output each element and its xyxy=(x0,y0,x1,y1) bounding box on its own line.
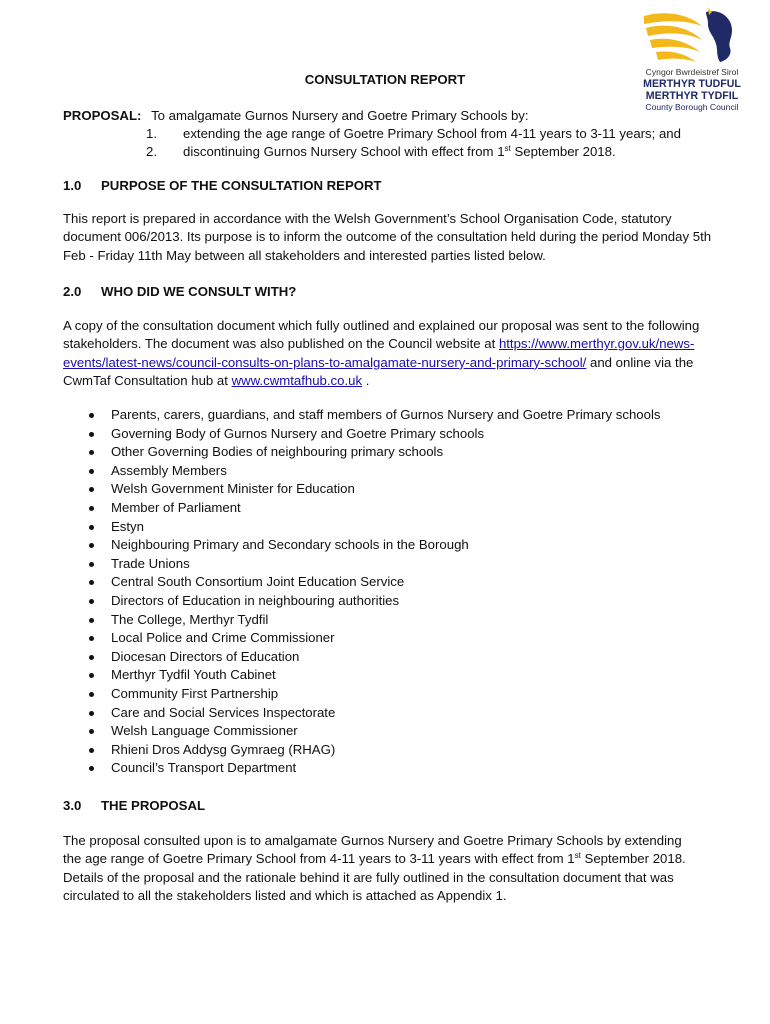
stakeholder-item xyxy=(89,443,660,462)
stakeholder-text: Neighbouring Primary and Secondary schools in the Borough xyxy=(111,537,469,553)
stakeholder-item xyxy=(89,704,660,723)
stakeholder-text: Parents, carers, guardians, and staff members of Gurnos Nursery and Goetre Primary schools xyxy=(111,407,661,422)
stakeholder-text: Other Governing Bodies of neighbouring primary schools xyxy=(111,444,444,460)
stakeholder-text: Governing Body of Gurnos Nursery and Goetre Primary schools xyxy=(111,425,485,441)
section-number: 1.0 xyxy=(63,178,82,193)
cwmtaf-hub-link[interactable]: www.cwmtafhub.co.uk xyxy=(231,373,363,389)
stakeholder-item xyxy=(89,759,660,778)
stakeholder-item xyxy=(89,648,660,667)
section-heading xyxy=(63,284,296,299)
logo-name-welsh: MERTHYR TUDFUL xyxy=(643,77,741,90)
bullet-icon xyxy=(89,618,94,623)
proposal-line xyxy=(63,108,529,123)
stakeholder-item xyxy=(89,406,660,425)
stakeholder-text: The College, Merthyr Tydfil xyxy=(111,611,269,627)
stakeholder-item xyxy=(89,722,660,741)
report-title: CONSULTATION REPORT xyxy=(304,72,466,87)
stakeholder-text: Care and Social Services Inspectorate xyxy=(111,704,336,720)
stakeholder-text: Trade Unions xyxy=(111,555,190,571)
proposal-item-number: 1. xyxy=(146,126,157,141)
stakeholder-text: Merthyr Tydfil Youth Cabinet xyxy=(111,667,276,683)
bullet-icon xyxy=(89,580,94,585)
council-crest-icon xyxy=(636,6,748,68)
stakeholder-item xyxy=(89,425,660,444)
stakeholder-item xyxy=(89,536,660,555)
stakeholder-list xyxy=(89,406,660,778)
bullet-icon xyxy=(89,525,94,530)
bullet-icon xyxy=(89,729,94,734)
stakeholder-item xyxy=(89,629,660,648)
stakeholder-text: Assembly Members xyxy=(111,462,227,478)
section-title: WHO DID WE CONSULT WITH? xyxy=(101,284,297,299)
stakeholder-item xyxy=(89,499,660,518)
stakeholder-item xyxy=(89,592,660,611)
proposal-item-number: 2. xyxy=(146,144,157,159)
stakeholder-item xyxy=(89,741,660,760)
bullet-icon xyxy=(89,432,94,437)
stakeholder-item xyxy=(89,555,660,574)
section-body: The proposal consulted upon is to amalgamate Gurnos Nursery and Goetre Primary Schools by extending the age range of Goetre Primary School from 4-11 years to 3-11 years with effect from 1st September 2018. Details of the proposal and the rationale behind it are fully outlined in the consultation document that was circulated to all the stakeholders listed and which is attached as Appendix 1. xyxy=(63,833,686,904)
bullet-icon xyxy=(89,487,94,492)
stakeholder-text: Local Police and Crime Commissioner xyxy=(111,630,335,646)
section-title: THE PROPOSAL xyxy=(101,798,206,813)
bullet-icon xyxy=(89,413,94,418)
logo-welsh-line: Cyngor Bwrdeistref Sirol xyxy=(645,67,739,77)
bullet-icon xyxy=(89,636,94,641)
section-body: This report is prepared in accordance with the Welsh Government’s School Organisation Code, statutory document 006/2013. Its purpose is to inform the outcome of the consultation held during the period Monday 5th Feb - Friday 11th May between all stakeholders and interested parties listed below. xyxy=(63,211,712,263)
bullet-icon xyxy=(89,469,94,474)
section-number: 2.0 xyxy=(63,284,82,299)
bullet-icon xyxy=(89,673,94,678)
stakeholder-item xyxy=(89,462,660,481)
bullet-icon xyxy=(89,506,94,511)
stakeholder-text: Council’s Transport Department xyxy=(111,760,297,776)
bullet-icon xyxy=(89,450,94,455)
stakeholder-item xyxy=(89,611,660,630)
stakeholder-text: Estyn xyxy=(111,518,144,534)
stakeholder-text: Welsh Government Minister for Education xyxy=(111,481,355,497)
logo-name-english: MERTHYR TYDFIL xyxy=(645,90,739,103)
stakeholder-text: Rhieni Dros Addysg Gymraeg (RHAG) xyxy=(111,741,336,757)
council-website-link[interactable]: https://www.merthyr.gov.uk/news-events/latest-news/council-consults-on-plans-to-amalgamate-nursery-and-primary-school/ xyxy=(63,336,695,370)
stakeholder-text: Directors of Education in neighbouring authorities xyxy=(111,592,400,608)
stakeholder-text: Welsh Language Commissioner xyxy=(111,723,298,739)
section-title: PURPOSE OF THE CONSULTATION REPORT xyxy=(101,178,382,193)
bullet-icon xyxy=(89,748,94,753)
bullet-icon xyxy=(89,599,94,604)
council-logo xyxy=(636,6,748,118)
stakeholder-text: Central South Consortium Joint Education Service xyxy=(111,574,405,590)
stakeholder-item xyxy=(89,666,660,685)
stakeholder-item xyxy=(89,518,660,537)
section-heading xyxy=(63,798,205,813)
stakeholder-item xyxy=(89,685,660,704)
section-body: A copy of the consultation document which fully outlined and explained our proposal was sent to the following stakeholders. The document was also published on the Council website at https://www.merthyr.gov.uk/news-events/latest-news/council-consults-on-plans-to-amalgamate-nursery-and-primary-school/ and online via the CwmTaf Consultation hub at www.cwmtafhub.co.uk . xyxy=(63,318,700,389)
bullet-icon xyxy=(89,766,94,771)
bullet-icon xyxy=(89,692,94,697)
stakeholder-text: Member of Parliament xyxy=(111,499,241,515)
stakeholder-item xyxy=(89,480,660,499)
stakeholder-text: Diocesan Directors of Education xyxy=(111,648,300,664)
proposal-label: PROPOSAL: xyxy=(63,108,142,123)
proposal-intro: To amalgamate Gurnos Nursery and Goetre Primary Schools by: xyxy=(151,108,529,123)
bullet-icon xyxy=(89,711,94,716)
section-heading xyxy=(63,178,382,193)
bullet-icon xyxy=(89,543,94,548)
bullet-icon xyxy=(89,655,94,660)
section-number: 3.0 xyxy=(63,798,82,813)
logo-subtitle: County Borough Council xyxy=(645,101,739,112)
stakeholder-text: Community First Partnership xyxy=(111,685,279,701)
bullet-icon xyxy=(89,562,94,567)
stakeholder-item xyxy=(89,573,660,592)
proposal-item-text: extending the age range of Goetre Primary School from 4-11 years to 3-11 years; and xyxy=(183,126,681,141)
proposal-item-text: discontinuing Gurnos Nursery School with effect from 1st September 2018. xyxy=(183,144,616,159)
